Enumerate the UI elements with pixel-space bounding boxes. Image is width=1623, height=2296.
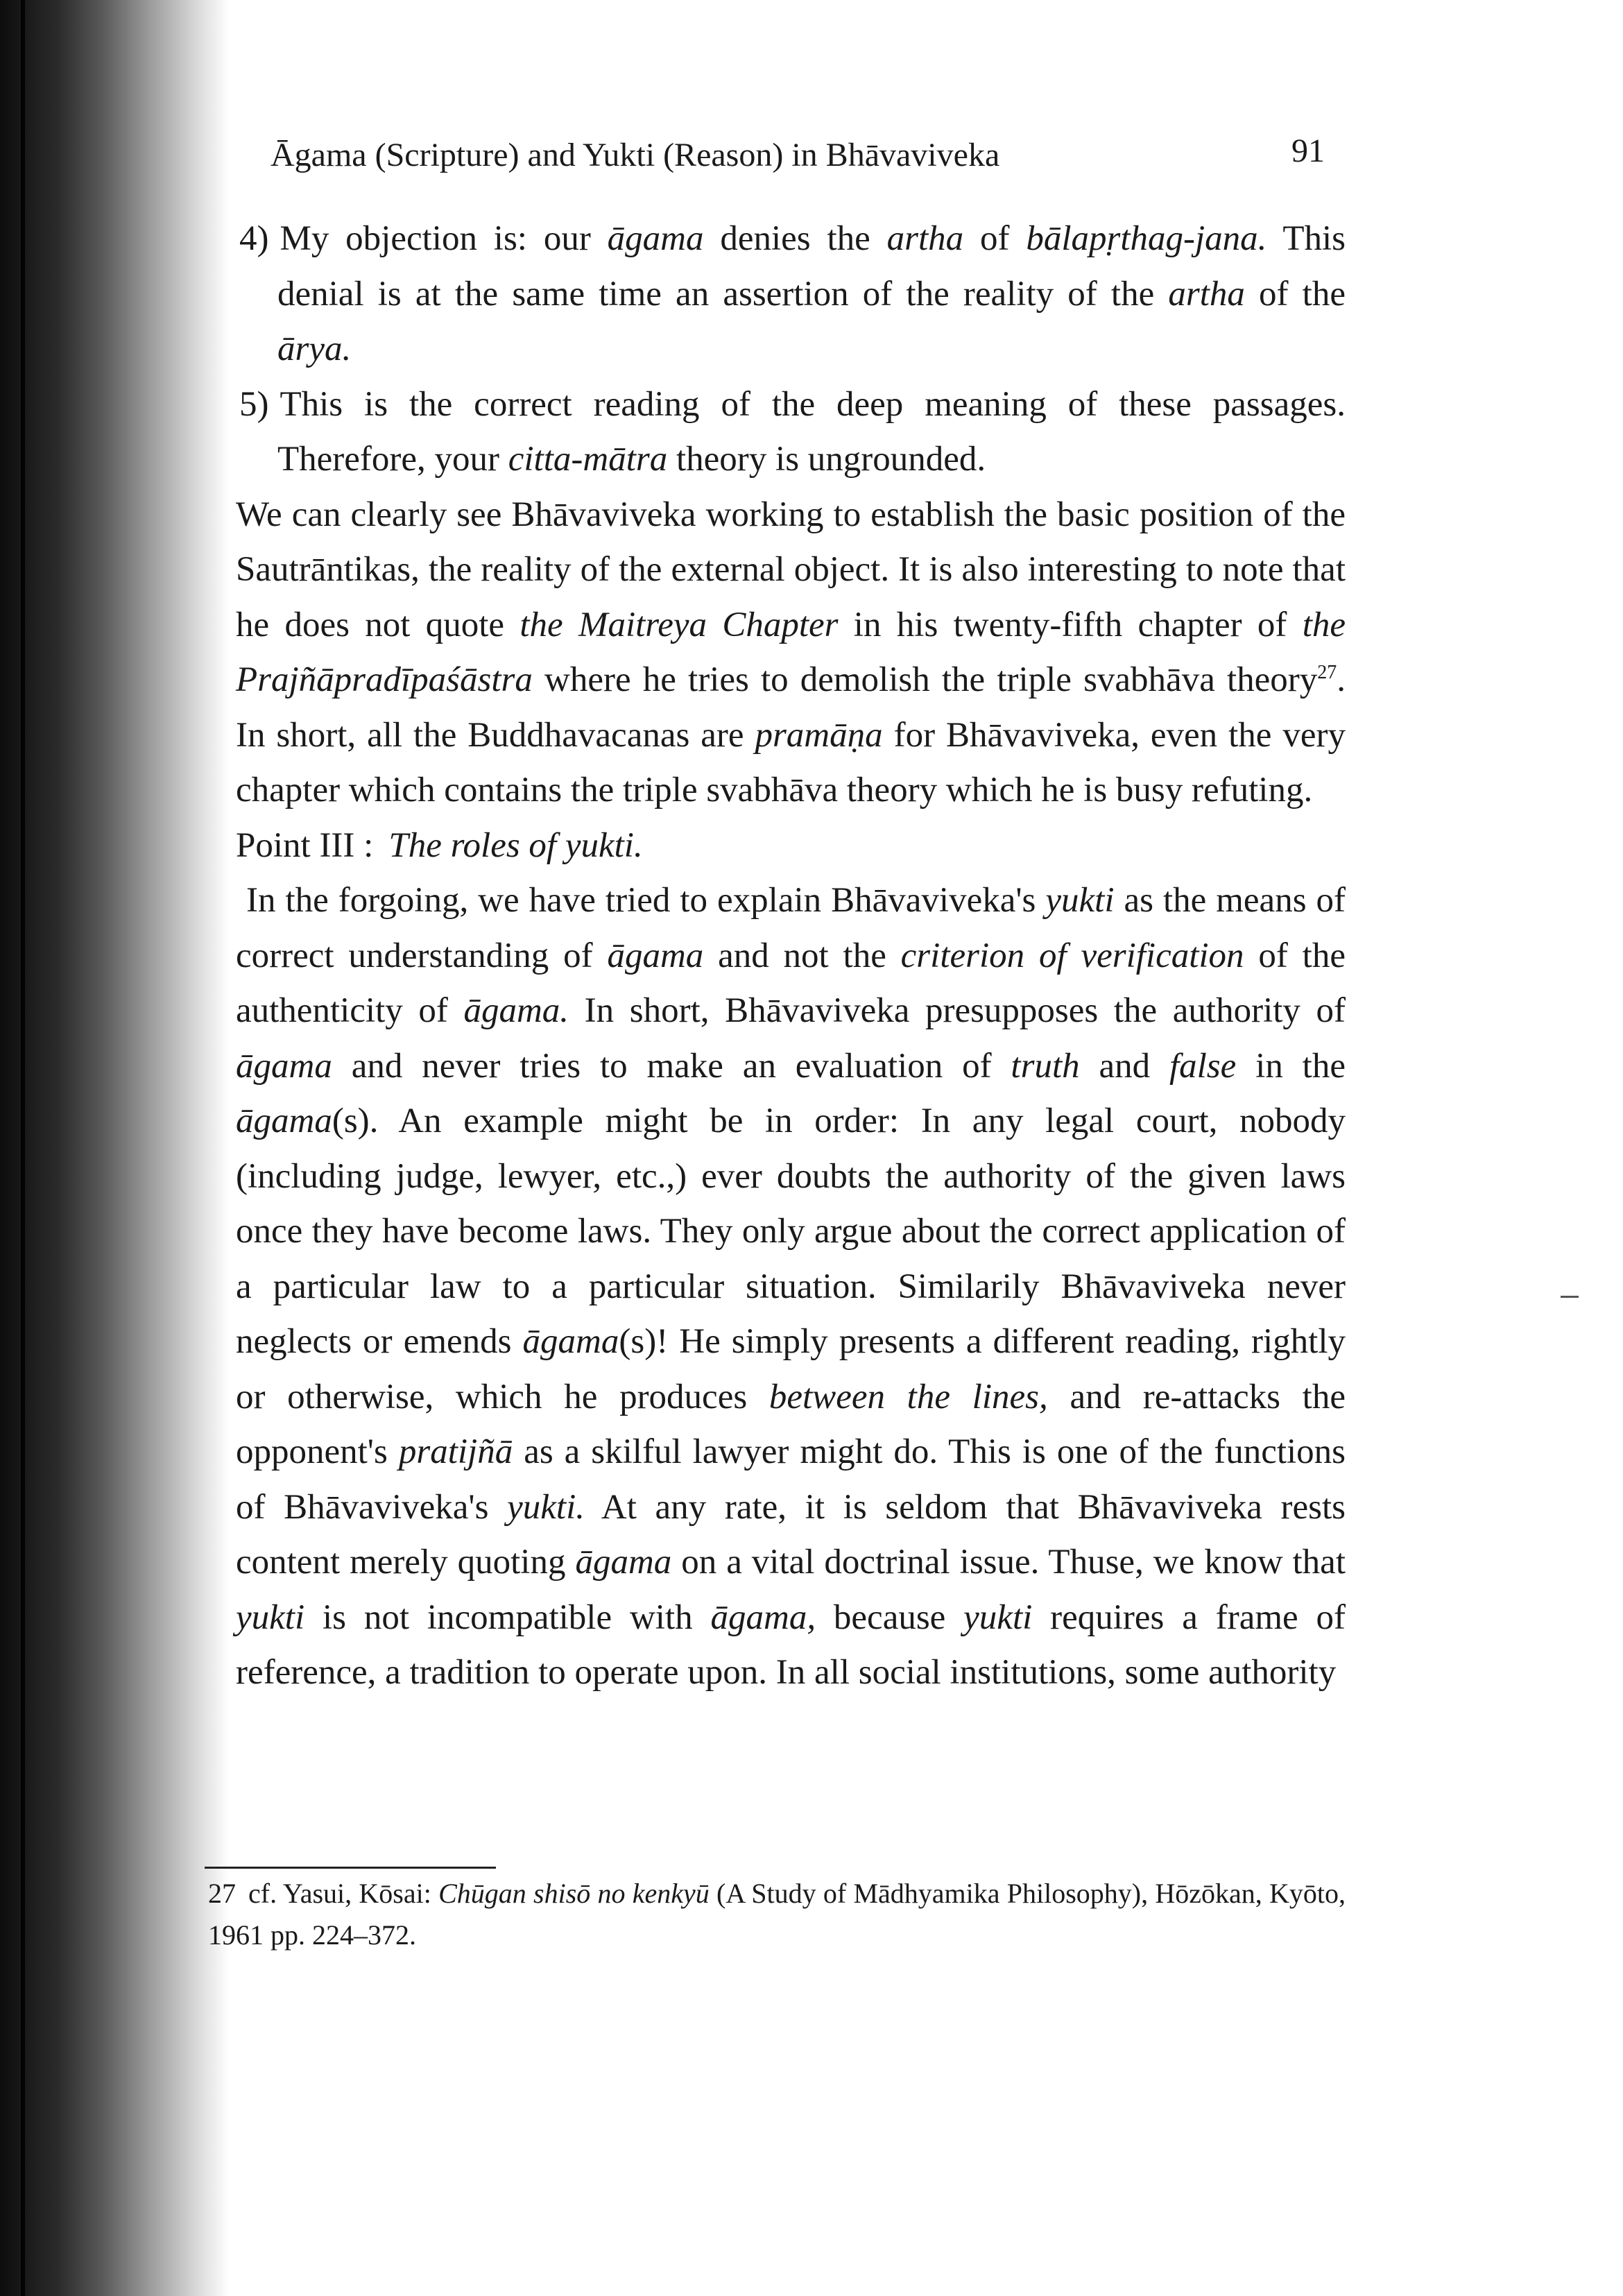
text-run: cf. Yasui, Kōsai: xyxy=(248,1878,439,1909)
text-run: My objection is: our xyxy=(280,219,608,258)
item-text xyxy=(277,219,1346,368)
text-run: and xyxy=(1079,1046,1169,1086)
text-run: is not incompatible with xyxy=(304,1597,711,1637)
section-title: The roles of yukti. xyxy=(388,825,643,865)
text-run: and not the xyxy=(703,936,901,975)
section-heading xyxy=(236,819,1346,874)
body-text xyxy=(236,212,1346,1701)
text-run: (s)! He simply presents a different reading, rightly or otherwise, which he produces xyxy=(236,1322,1346,1416)
italic-run: the Prajñāpradīpaśāstra xyxy=(236,605,1346,699)
text-run: on a vital doctrinal issue. Thuse, we know that xyxy=(671,1543,1346,1582)
italic-run: between the lines, xyxy=(768,1377,1048,1416)
text-run: theory is ungrounded. xyxy=(667,440,986,479)
italic-run: criterion of verification xyxy=(900,936,1244,975)
text-run: for Bhāvaviveka, even the very chapter which contains the triple svabhāva theory which he is busy refuting. xyxy=(236,715,1346,809)
footnote-text xyxy=(208,1878,1346,1951)
page-number: 91 xyxy=(1291,132,1325,169)
italic-run: bālapṛthag-jana. xyxy=(1026,219,1267,258)
paragraph xyxy=(236,488,1346,819)
italic-run: āgama xyxy=(607,936,704,975)
italic-run: āgama xyxy=(522,1322,619,1361)
italic-run: yukti xyxy=(963,1597,1033,1637)
running-title: Āgama (Scripture) and Yukti (Reason) in Bhāvaviveka xyxy=(270,137,1000,173)
text-run: This denial is at the same time an assertion of the reality of the xyxy=(277,219,1346,314)
text-run: We can clearly see Bhāvaviveka working to establish the basic position of the Sautrāntikas, the reality of the external object. It is also interesting to note that he does not quote xyxy=(236,495,1346,644)
numbered-item xyxy=(236,377,1346,488)
running-header xyxy=(270,132,1325,185)
italic-run: yukti xyxy=(236,1597,305,1637)
italic-run: artha xyxy=(1168,274,1245,314)
text-run: and re-attacks the opponent's xyxy=(236,1377,1346,1471)
italic-run: āgama xyxy=(575,1543,672,1582)
italic-run: āgama, xyxy=(710,1597,816,1637)
footnote-rule xyxy=(205,1867,496,1869)
italic-run: truth xyxy=(1011,1046,1080,1086)
italic-run: āgama xyxy=(607,219,704,258)
text-run: . In short, all the Buddhavacanas are xyxy=(236,660,1346,755)
italic-run: pratijñā xyxy=(398,1432,513,1471)
text-run: and never tries to make an evaluation of xyxy=(332,1046,1011,1086)
item-text xyxy=(277,385,1346,479)
text-run: In short, Bhāvaviveka presupposes the authority of xyxy=(569,991,1346,1030)
footnote xyxy=(208,1873,1346,1956)
italic-run: false xyxy=(1169,1046,1237,1086)
italic-run: āgama xyxy=(236,1102,332,1140)
text-run: of the authenticity of xyxy=(236,936,1346,1030)
text-run: (s). An example might be in order: In any legal court, nobody (including judge, lewyer, etc.,) ever doubts the authority of the given laws once they have become laws. They only argue about the correct application of a particular law to a particular situation. Similarily Bhāvaviveka never neglects or emends xyxy=(236,1102,1346,1361)
text-run: in the xyxy=(1236,1046,1346,1086)
italic-run: artha xyxy=(886,219,964,258)
text-run: as a skilful lawyer might do. This is one of the functions of Bhāvaviveka's xyxy=(236,1432,1346,1527)
italic-run: yukti. xyxy=(507,1487,585,1527)
footnote-ref: 27 xyxy=(1317,662,1337,683)
italic-run: yukti xyxy=(1045,881,1115,920)
text-run: of the xyxy=(1244,274,1346,314)
paragraph xyxy=(236,873,1346,1701)
text-run: (A Study of Mādhyamika Philosophy), Hōzōkan, Kyōto, 1961 pp. 224–372. xyxy=(208,1878,1346,1951)
section-label: Point III : xyxy=(236,825,374,865)
italic-run: Chūgan shisō no kenkyū xyxy=(438,1878,710,1909)
text-run: where he tries to demolish the triple svabhāva theory xyxy=(532,660,1318,699)
numbered-item xyxy=(236,212,1346,377)
text-run: At any rate, it is seldom that Bhāvaviveka rests content merely quoting xyxy=(236,1487,1346,1582)
text-run: In the forgoing, we have tried to explain Bhāvaviveka's xyxy=(246,881,1046,920)
footnote-number: 27 xyxy=(208,1878,236,1909)
text-run: denies the xyxy=(703,219,887,258)
italic-run: ārya. xyxy=(277,329,352,368)
text-run: requires a frame of reference, a tradition to operate upon. In all social institutions, some authority xyxy=(236,1597,1346,1692)
italic-run: āgama xyxy=(236,1046,332,1086)
text-run: as the means of correct understanding of xyxy=(236,881,1346,975)
italic-run: the Maitreya Chapter xyxy=(519,605,839,644)
italic-run: citta-mātra xyxy=(508,440,668,479)
italic-run: āgama. xyxy=(463,991,569,1030)
text-run: in his twenty-fifth chapter of xyxy=(838,605,1303,644)
text-run: This is the correct reading of the deep meaning of these passages. Therefore, your xyxy=(277,384,1346,479)
italic-run: pramāṇa xyxy=(755,715,883,755)
item-number: 5) xyxy=(239,384,269,424)
text-run: because xyxy=(816,1597,964,1637)
item-number: 4) xyxy=(239,219,269,258)
text-run: of xyxy=(963,219,1027,258)
